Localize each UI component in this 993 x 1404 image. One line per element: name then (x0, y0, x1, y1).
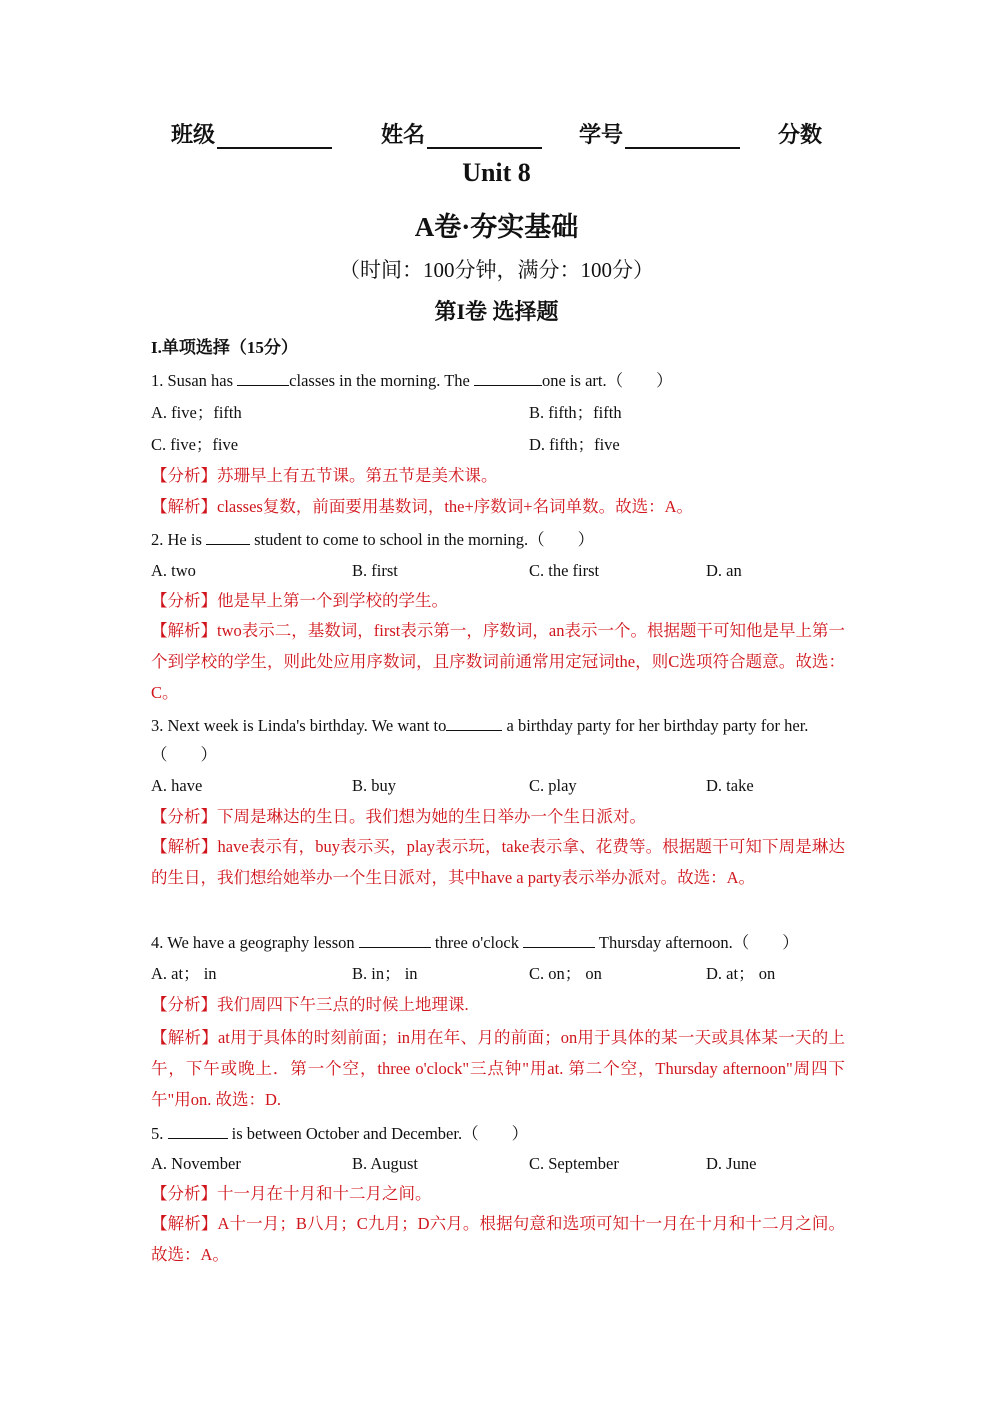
question-stem: 5. is between October and December.（ ） (151, 1124, 529, 1143)
class-blank[interactable] (217, 123, 332, 149)
part-title: 第I卷 选择题 (434, 299, 559, 324)
score-label: 分数 (778, 122, 823, 147)
analysis-text: 【分析】十一月在十月和十二月之间。 (151, 1184, 432, 1203)
option-a[interactable]: A. November (151, 1154, 241, 1173)
option-c[interactable]: C. September (529, 1154, 619, 1173)
score-field (778, 118, 822, 149)
name-blank[interactable] (427, 123, 542, 149)
analysis-text: 【分析】苏珊早上有五节课。第五节是美术课。 (151, 466, 498, 485)
student-info-header (0, 118, 993, 152)
section-title: I.单项选择（15分） (151, 338, 298, 357)
explanation-text: 【解析】have表示有，buy表示买，play表示玩，take表示拿、花费等。根据题干可知下周是琳达的生日，我们想给她举办一个生日派对，其中have a party表示举办派对。故选：A。 (151, 837, 845, 887)
answer-blank[interactable] (168, 1122, 228, 1139)
option-a[interactable]: A. five；fifth (151, 403, 242, 422)
option-b[interactable]: B. August (352, 1154, 419, 1173)
option-c[interactable]: C. on； on (529, 964, 602, 983)
student-id-field (579, 118, 740, 149)
option-d[interactable]: D. take (706, 776, 754, 795)
question-stem: 4. We have a geography lesson three o'clock Thursday afternoon.（ ） (151, 933, 799, 952)
question-stem: 2. He is student to come to school in the morning.（ ） (151, 530, 595, 549)
option-b[interactable]: B. first (352, 561, 398, 580)
question-paren: （ ） (151, 745, 217, 764)
option-d[interactable]: D. June (706, 1154, 757, 1173)
analysis-text: 【分析】他是早上第一个到学校的学生。 (151, 591, 448, 610)
option-d[interactable]: D. an (706, 561, 742, 580)
question-stem: 3. Next week is Linda's birthday. We want to a birthday party for her birthday party for her. (151, 716, 809, 735)
option-c[interactable]: C. five；five (151, 435, 239, 454)
name-field (381, 118, 542, 149)
option-a[interactable]: A. two (151, 561, 196, 580)
analysis-text: 【分析】我们周四下午三点的时候上地理课. (151, 995, 469, 1014)
explanation-text: 【解析】A十一月；B八月；C九月；D六月。根据句意和选项可知十一月在十月和十二月之间。故选：A。 (151, 1214, 845, 1264)
paper-subtitle: A卷·夯实基础 (414, 212, 579, 242)
class-label: 班级 (171, 122, 216, 147)
explanation-text: 【解析】classes复数，前面要用基数词，the+序数词+名词单数。故选：A。 (151, 497, 694, 516)
student-id-label: 学号 (579, 122, 624, 147)
answer-blank[interactable] (237, 369, 289, 386)
option-c[interactable]: C. play (529, 776, 577, 795)
option-b[interactable]: B. fifth；fifth (529, 403, 622, 422)
explanation-text: 【解析】at用于具体的时刻前面；in用在年、月的前面；on用于具体的某一天或具体某一天的上午，下午或晚上．第一个空，three o'clock"三点钟"用at. 第二个空，Thursday afternoon"周四下午"用on. 故选：D. (151, 1028, 845, 1109)
answer-blank[interactable] (523, 931, 595, 948)
option-b[interactable]: B. in； in (352, 964, 418, 983)
option-d[interactable]: D. at； on (706, 964, 776, 983)
option-a[interactable]: A. have (151, 776, 203, 795)
answer-blank[interactable] (474, 369, 542, 386)
question-stem: 1. Susan has classes in the morning. The one is art.（ ） (151, 371, 673, 390)
option-d[interactable]: D. fifth；five (529, 435, 620, 454)
time-info: （时间：100分钟，满分：100分） (339, 258, 654, 282)
answer-blank[interactable] (359, 931, 431, 948)
option-b[interactable]: B. buy (352, 776, 397, 795)
explanation-text: 【解析】two表示二，基数词，first表示第一，序数词，an表示一个。根据题干可知他是早上第一个到学校的学生，则此处应用序数词，且序数词前通常用定冠词the，则C选项符合题意。故选：C。 (151, 621, 845, 702)
student-id-blank[interactable] (625, 123, 740, 149)
name-label: 姓名 (381, 122, 426, 147)
answer-blank[interactable] (206, 528, 250, 545)
answer-blank[interactable] (446, 714, 502, 731)
analysis-text: 【分析】下周是琳达的生日。我们想为她的生日举办一个生日派对。 (151, 807, 646, 826)
option-a[interactable]: A. at； in (151, 964, 217, 983)
unit-title: Unit 8 (462, 158, 531, 187)
option-c[interactable]: C. the first (529, 561, 600, 580)
class-field (171, 118, 332, 149)
